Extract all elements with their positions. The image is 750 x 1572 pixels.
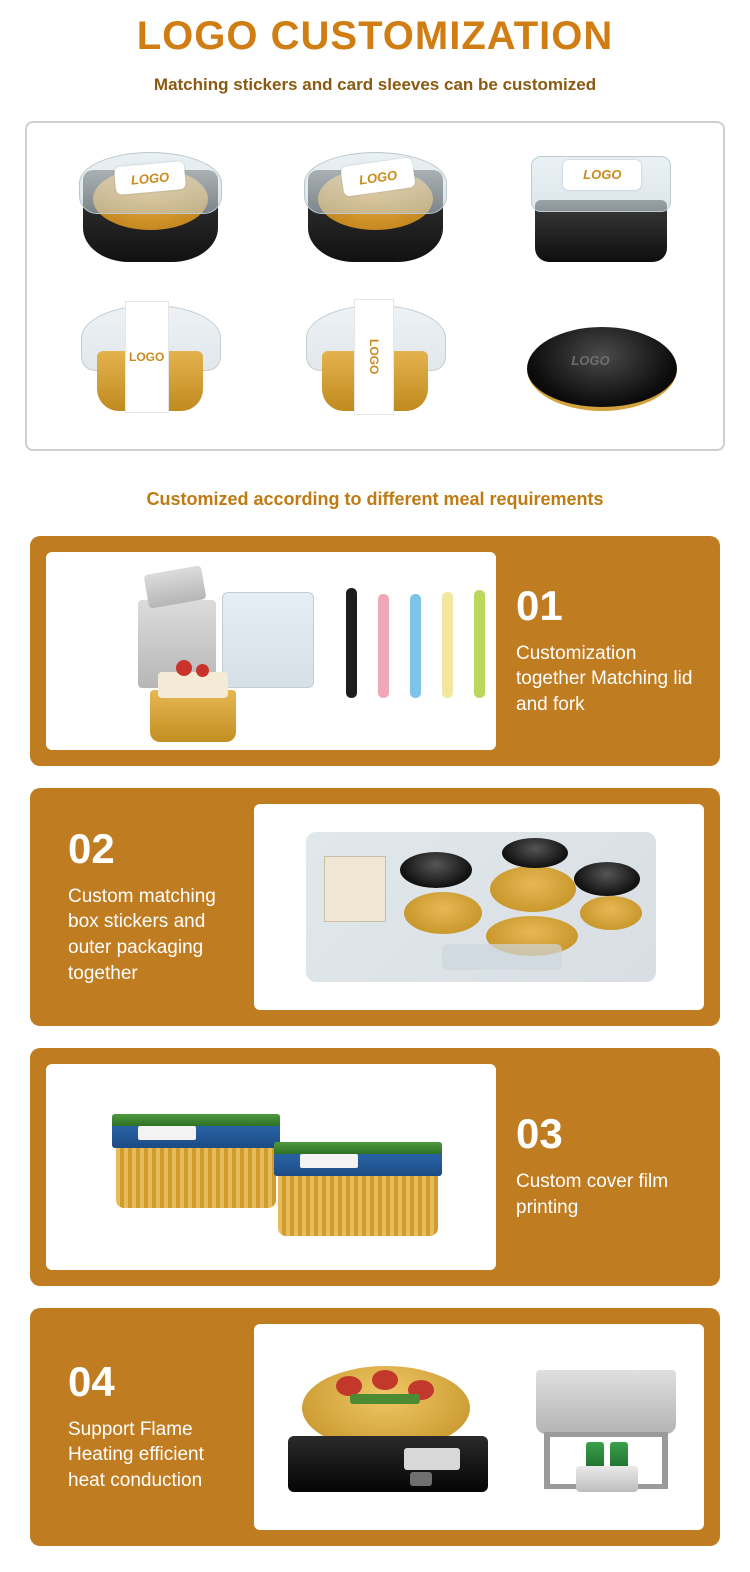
crayfish-food — [372, 1370, 398, 1390]
feature-number: 02 — [68, 824, 115, 872]
printed-label-card — [324, 856, 386, 922]
feature-number: 01 — [516, 581, 563, 629]
logo-card-sleeve-vertical: LOGO — [354, 299, 394, 415]
feature-card-01 — [30, 536, 720, 766]
black-lid-stack — [502, 838, 568, 868]
black-lid-stack — [400, 852, 472, 888]
feature-text-04 — [46, 1357, 240, 1494]
dessert-cream — [158, 672, 228, 698]
feature-description: Custom cover film printing — [516, 1171, 669, 1218]
product-black-round-bowl-logo-sticker — [280, 142, 470, 282]
feature-text-01 — [510, 581, 704, 718]
black-lid-shape — [527, 327, 677, 411]
feature-card-03 — [30, 1048, 720, 1286]
feature-description: Customization together Matching lid and fork — [516, 642, 693, 715]
black-lid-stack — [574, 862, 640, 896]
feature-image-lids-and-forks — [46, 552, 496, 750]
logo-card-sleeve: LOGO — [125, 301, 169, 413]
crayfish-food — [336, 1376, 362, 1396]
feature-image-cover-film-printing — [46, 1064, 496, 1270]
rack-leg — [544, 1432, 550, 1488]
logo-sticker: LOGO — [114, 161, 186, 195]
logo-showcase-panel — [25, 121, 725, 451]
stove-control-panel — [404, 1448, 460, 1470]
fork-black — [346, 588, 357, 698]
rack-top-bar — [544, 1432, 668, 1437]
feature-image-outer-packaging — [254, 804, 704, 1010]
fork-blue — [410, 594, 421, 698]
product-black-round-bowl-logo-lid — [55, 142, 245, 282]
green-vegetable — [350, 1394, 420, 1404]
feature-image-flame-heating — [254, 1324, 704, 1530]
feature-card-list — [0, 536, 750, 1546]
gold-bowl-stack — [490, 866, 576, 912]
strawberry — [176, 660, 192, 676]
gold-bowl-stack — [580, 896, 642, 930]
gold-bowl-stack — [404, 892, 482, 934]
gold-meal-box-body — [278, 1170, 438, 1236]
page-title: LOGO CUSTOMIZATION — [136, 14, 614, 58]
logo-sticker: LOGO — [340, 157, 415, 197]
showcase-row-bottom — [37, 286, 713, 435]
film-green-band — [112, 1114, 280, 1126]
embossed-logo-text: LOGO — [571, 352, 610, 368]
page-subtitle: Matching stickers and card sleeves can be customized — [153, 75, 597, 94]
feature-text-02 — [46, 824, 240, 987]
rack-leg — [662, 1432, 668, 1488]
film-text-block — [138, 1126, 196, 1140]
feature-number: 03 — [516, 1110, 563, 1158]
film-text-block — [300, 1154, 358, 1168]
showcase-row-top — [37, 137, 713, 286]
logo-sticker: LOGO — [563, 160, 641, 190]
fork-pink — [378, 594, 389, 698]
wrapped-bottom-row — [442, 944, 562, 970]
strawberry — [196, 664, 209, 677]
burner-base — [576, 1466, 638, 1492]
feature-text-03 — [510, 1110, 704, 1220]
gold-meal-box-body — [116, 1142, 276, 1208]
product-black-round-lid-embossed — [505, 291, 695, 431]
product-rect-black-tray-logo-lid — [505, 142, 695, 282]
clear-lid-stack — [222, 592, 314, 688]
film-green-band — [274, 1142, 442, 1154]
feature-card-02 — [30, 788, 720, 1026]
product-gold-cup-logo-sleeve — [55, 291, 245, 431]
fork-green — [474, 590, 485, 698]
fork-cream — [442, 592, 453, 698]
feature-description: Custom matching box stickers and outer packaging together — [68, 885, 216, 984]
section-heading: Customized according to different meal requirements — [146, 489, 604, 509]
stove-knob — [410, 1472, 432, 1486]
feature-number: 04 — [68, 1357, 115, 1405]
feature-description: Support Flame Heating efficient heat conduction — [68, 1418, 204, 1491]
foil-baking-tray — [536, 1370, 676, 1434]
feature-card-04 — [30, 1308, 720, 1546]
product-gold-cup-vertical-sleeve — [280, 291, 470, 431]
